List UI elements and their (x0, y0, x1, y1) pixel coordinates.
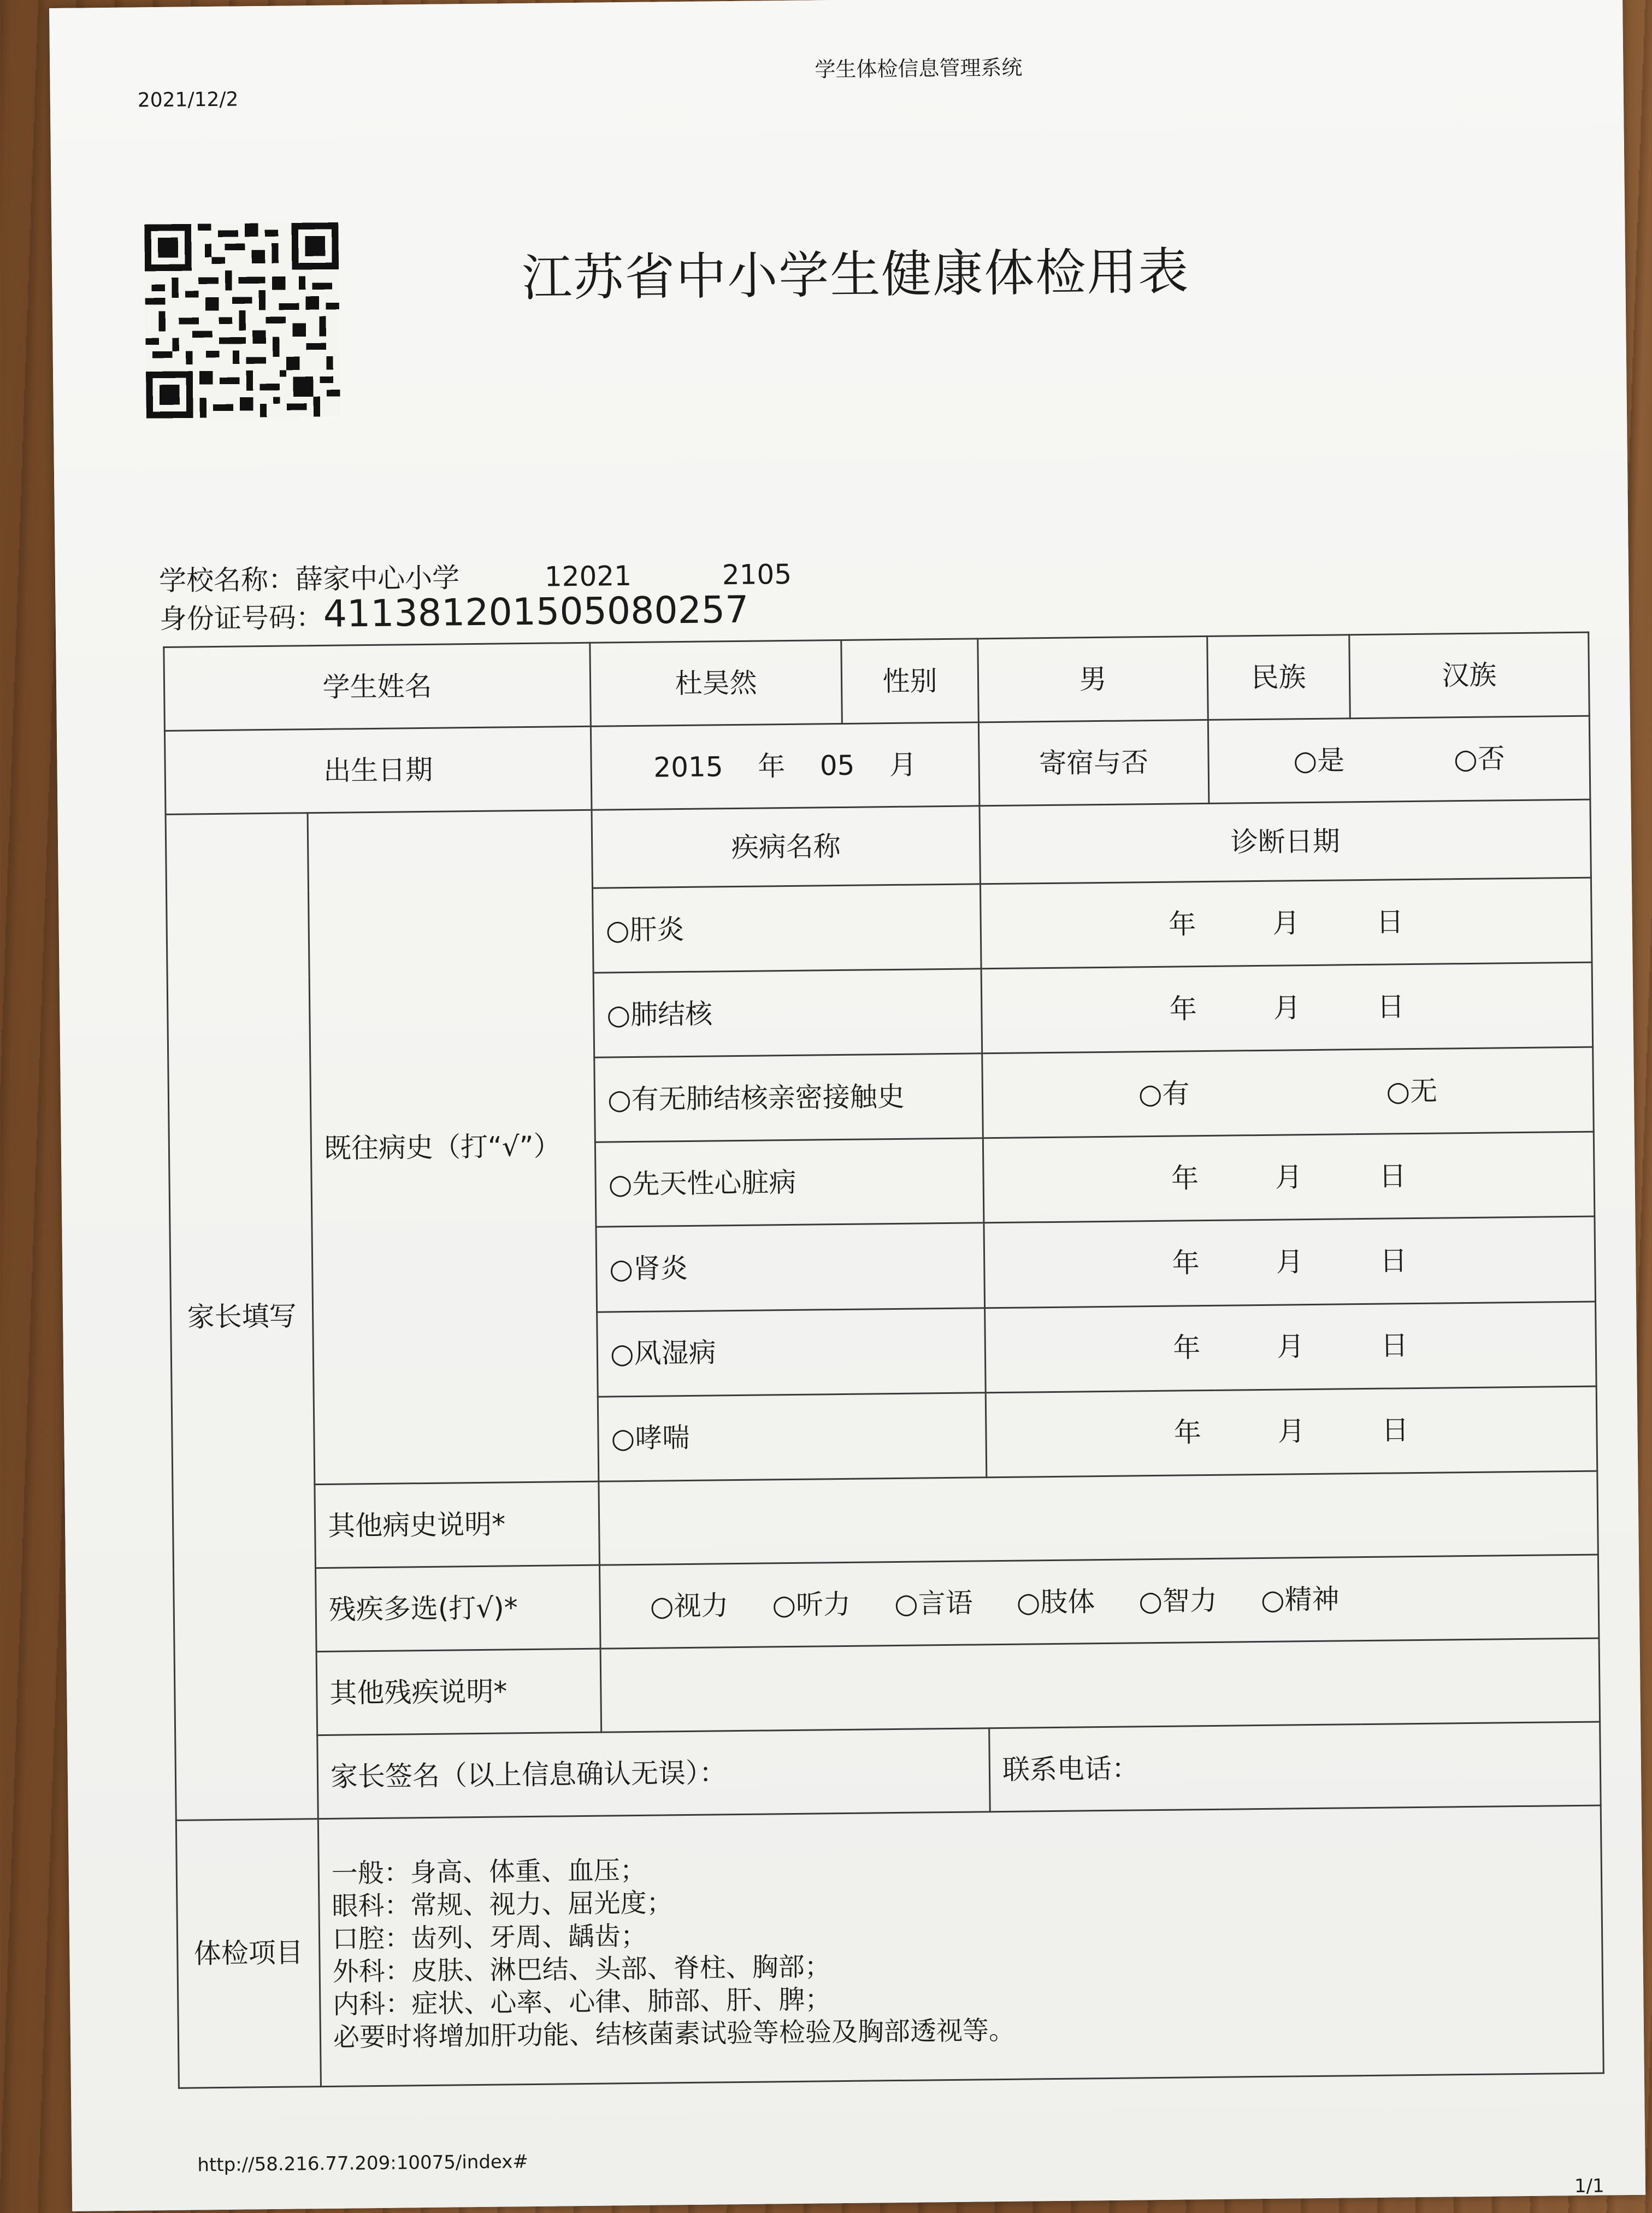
boarding-options (1208, 716, 1590, 803)
school-label: 学校名称： (158, 563, 296, 597)
health-exam-table (163, 632, 1604, 2089)
gender-label: 性别 (841, 639, 979, 724)
id-number: 411381201505080257 (323, 588, 749, 636)
disease-nephritis[interactable]: ○肾炎 (596, 1223, 985, 1312)
disease-column-header: 疾病名称 (592, 806, 980, 888)
dob-month: 05 (819, 749, 855, 782)
exam-item-general: 一般：身高、体重、血压； (331, 1855, 647, 1889)
date-column-header: 诊断日期 (980, 799, 1591, 884)
exam-item-internal: 内科：症状、心率、心律、肺部、肝、脾； (333, 1984, 831, 2020)
dob-year-unit: 年 (757, 750, 786, 782)
phone-field[interactable]: 联系电话： (989, 1722, 1601, 1812)
dob-month-unit: 月 (889, 749, 917, 781)
disability-limb-checkbox[interactable]: ○肢体 (1016, 1585, 1095, 1618)
disability-options (599, 1555, 1599, 1649)
disease-congenital-heart[interactable]: ○先天性心脏病 (595, 1138, 984, 1227)
boarding-no-radio[interactable]: ○否 (1453, 743, 1506, 775)
exam-item-eye: 眼科：常规、视力、屈光度； (332, 1887, 673, 1922)
disability-mental-checkbox[interactable]: ○精神 (1260, 1583, 1340, 1616)
disease-asthma[interactable]: ○哮喘 (598, 1392, 987, 1481)
tb-contact-no-radio[interactable]: ○无 (1386, 1075, 1438, 1108)
disease-tuberculosis[interactable]: ○肺结核 (593, 969, 982, 1058)
tb-contact-options (982, 1047, 1594, 1138)
qr-code-icon (144, 219, 340, 423)
form-title: 江苏省中小学生健康体检用表 (521, 242, 1190, 308)
boarding-label: 寄宿与否 (978, 720, 1209, 806)
other-disability-field[interactable] (600, 1638, 1600, 1732)
exam-items (318, 1805, 1603, 2087)
student-name-label: 学生姓名 (164, 643, 591, 731)
gender-value: 男 (978, 636, 1208, 722)
disability-intellect-checkbox[interactable]: ○智力 (1138, 1584, 1218, 1617)
tb-contact-yes-radio[interactable]: ○有 (1138, 1078, 1190, 1110)
print-date: 2021/12/2 (137, 88, 239, 112)
disability-vision-checkbox[interactable]: ○视力 (650, 1589, 729, 1622)
other-history-field[interactable] (599, 1471, 1598, 1565)
footer-page-number: 1/1 (1574, 2175, 1604, 2198)
parent-section-label: 家长填写 (166, 813, 318, 1820)
exam-item-additional: 必要时将增加肝功能、结核菌素试验等检验及胸部透视等。 (333, 2015, 1016, 2053)
dob-year: 2015 (653, 751, 723, 784)
school-name: 薛家中心小学 (295, 562, 460, 596)
date-congenital-heart[interactable]: 年 月 日 (983, 1132, 1595, 1223)
disability-speech-checkbox[interactable]: ○言语 (894, 1587, 973, 1620)
student-name-value: 杜昊然 (590, 640, 842, 726)
history-label: 既往病史（打“√”） (308, 810, 599, 1484)
other-disability-label: 其他残疾说明* (316, 1649, 601, 1735)
date-tuberculosis[interactable]: 年 月 日 (981, 962, 1593, 1053)
ethnicity-value: 汉族 (1349, 632, 1590, 719)
system-name: 学生体检信息管理系统 (815, 55, 1023, 82)
other-history-label: 其他病史说明* (315, 1481, 600, 1568)
school-code-1: 12021 (544, 560, 632, 593)
parent-signature-field[interactable]: 家长签名（以上信息确认无误）： (317, 1728, 990, 1819)
exam-item-oral: 口腔：齿列、牙周、龋齿； (332, 1920, 647, 1955)
dob-value (591, 722, 980, 810)
dob-label: 出生日期 (164, 726, 592, 814)
id-info (159, 588, 749, 638)
school-code-2: 2105 (722, 558, 792, 591)
disease-tb-contact[interactable]: ○有无肺结核亲密接触史 (594, 1053, 983, 1143)
disease-rheumatism[interactable]: ○风湿病 (597, 1308, 986, 1397)
paper-sheet (49, 0, 1645, 2211)
ethnicity-label: 民族 (1207, 635, 1350, 720)
disability-hearing-checkbox[interactable]: ○听力 (772, 1588, 851, 1621)
date-rheumatism[interactable]: 年 月 日 (985, 1302, 1597, 1393)
exam-item-surgery: 外科：皮肤、淋巴结、头部、脊柱、胸部； (332, 1951, 831, 1987)
disease-hepatitis[interactable]: ○肝炎 (592, 884, 981, 973)
date-nephritis[interactable]: 年 月 日 (984, 1216, 1596, 1308)
footer-url: http://58.216.77.209:10075/index# (197, 2151, 529, 2176)
id-label: 身份证号码： (159, 601, 324, 635)
date-hepatitis[interactable]: 年 月 日 (980, 878, 1592, 969)
exam-section-label: 体检项目 (176, 1819, 321, 2088)
date-asthma[interactable]: 年 月 日 (986, 1386, 1597, 1478)
boarding-yes-radio[interactable]: ○是 (1293, 744, 1345, 777)
disability-label: 残疾多选(打√)* (315, 1565, 600, 1651)
